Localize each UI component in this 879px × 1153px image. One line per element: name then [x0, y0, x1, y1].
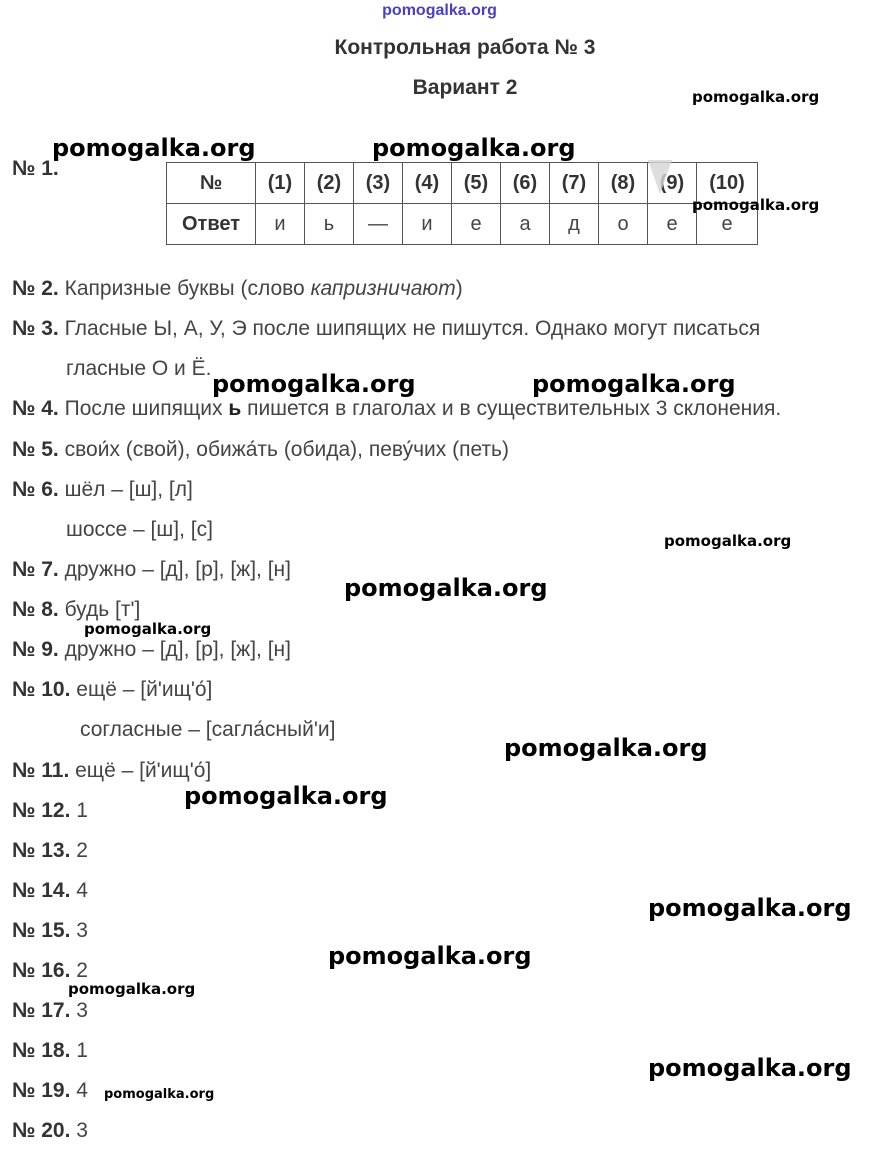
watermark: pomogalka.org [104, 1087, 215, 1102]
table-answer-cell: е [697, 204, 758, 245]
task-9: № 9. дружно – [д], [р], [ж], [н] [12, 638, 291, 661]
watermark: pomogalka.org [648, 894, 852, 922]
watermark: pomogalka.org [68, 980, 196, 998]
task-16: № 16. 2 [12, 959, 88, 982]
table-answer-cell: о [599, 204, 648, 245]
task-6: № 6. шёл – [ш], [л] [12, 478, 193, 501]
watermark: pomogalka.org [344, 574, 548, 602]
table-header-label: № [167, 163, 256, 204]
watermark: pomogalka.org [692, 88, 820, 106]
task-10-line-2: согласные – [сагла́сный'и] [80, 718, 336, 741]
table-answer-cell: и [403, 204, 452, 245]
table-answer-row [167, 204, 758, 245]
task-14: № 14. 4 [12, 879, 88, 902]
watermark: pomogalka.org [664, 532, 792, 550]
table-answer-cell: а [501, 204, 550, 245]
task-12: № 12. 1 [12, 799, 88, 822]
table-header-cell: (4) [403, 163, 452, 204]
task-5: № 5. свои́х (свой), обижа́ть (обида), певу́чих (петь) [12, 438, 509, 461]
task-13: № 13. 2 [12, 839, 88, 862]
watermark: pomogalka.org [648, 1054, 852, 1082]
site-banner: pomogalka.org [382, 2, 497, 19]
table-header-cell: (10) [697, 163, 758, 204]
table-header-cell: (2) [305, 163, 354, 204]
task-11: № 11. ещё – [й'ищ'о́] [12, 759, 212, 782]
watermark-mark [648, 160, 672, 194]
table-header-cell: (5) [452, 163, 501, 204]
watermark: pomogalka.org [212, 370, 416, 398]
task-8: № 8. будь [т'] [12, 598, 141, 621]
task-6-line-2: шоссе – [ш], [с] [66, 518, 213, 541]
task-7: № 7. дружно – [д], [р], [ж], [н] [12, 558, 291, 581]
task-3-continued: гласные О и Ё. [66, 357, 212, 380]
page-title: Контрольная работа № 3 [334, 36, 596, 59]
watermark: pomogalka.org [52, 134, 256, 162]
task-19: № 19. 4 [12, 1079, 88, 1102]
table-header-cell: (9) [648, 163, 697, 204]
table-header-cell: (1) [256, 163, 305, 204]
watermark: pomogalka.org [532, 370, 736, 398]
table-header-cell: (3) [354, 163, 403, 204]
table-answer-cell: е [648, 204, 697, 245]
watermark: pomogalka.org [328, 942, 532, 970]
table-header-cell: (8) [599, 163, 648, 204]
task-3: № 3. Гласные Ы, А, У, Э после шипящих не пишутся. Однако могут писаться [12, 317, 761, 340]
table-header-cell: (6) [501, 163, 550, 204]
task-2: № 2. Капризные буквы (слово капризничают) [12, 277, 463, 300]
task-17: № 17. 3 [12, 999, 88, 1022]
variant-title: Вариант 2 [412, 76, 518, 99]
table-answer-cell: и [256, 204, 305, 245]
table-header-cell: (7) [550, 163, 599, 204]
table-answer-cell: — [354, 204, 403, 245]
table-answer-cell: ь [305, 204, 354, 245]
task-20: № 20. 3 [12, 1119, 88, 1142]
watermark: pomogalka.org [84, 620, 212, 638]
table-answer-label: Ответ [167, 204, 256, 245]
watermark: pomogalka.org [692, 196, 820, 214]
task-4: № 4. После шипящих ь пишется в глаголах и в существительных 3 склонения. [12, 397, 782, 420]
table-answer-cell: е [452, 204, 501, 245]
task-10: № 10. ещё – [й'ищ'о́] [12, 678, 213, 701]
task-15: № 15. 3 [12, 919, 88, 942]
table-answer-cell: д [550, 204, 599, 245]
task-18: № 18. 1 [12, 1039, 88, 1062]
watermark: pomogalka.org [504, 734, 708, 762]
watermark: pomogalka.org [184, 782, 388, 810]
watermark: pomogalka.org [372, 134, 576, 162]
task-1-label: № 1. [12, 157, 59, 180]
